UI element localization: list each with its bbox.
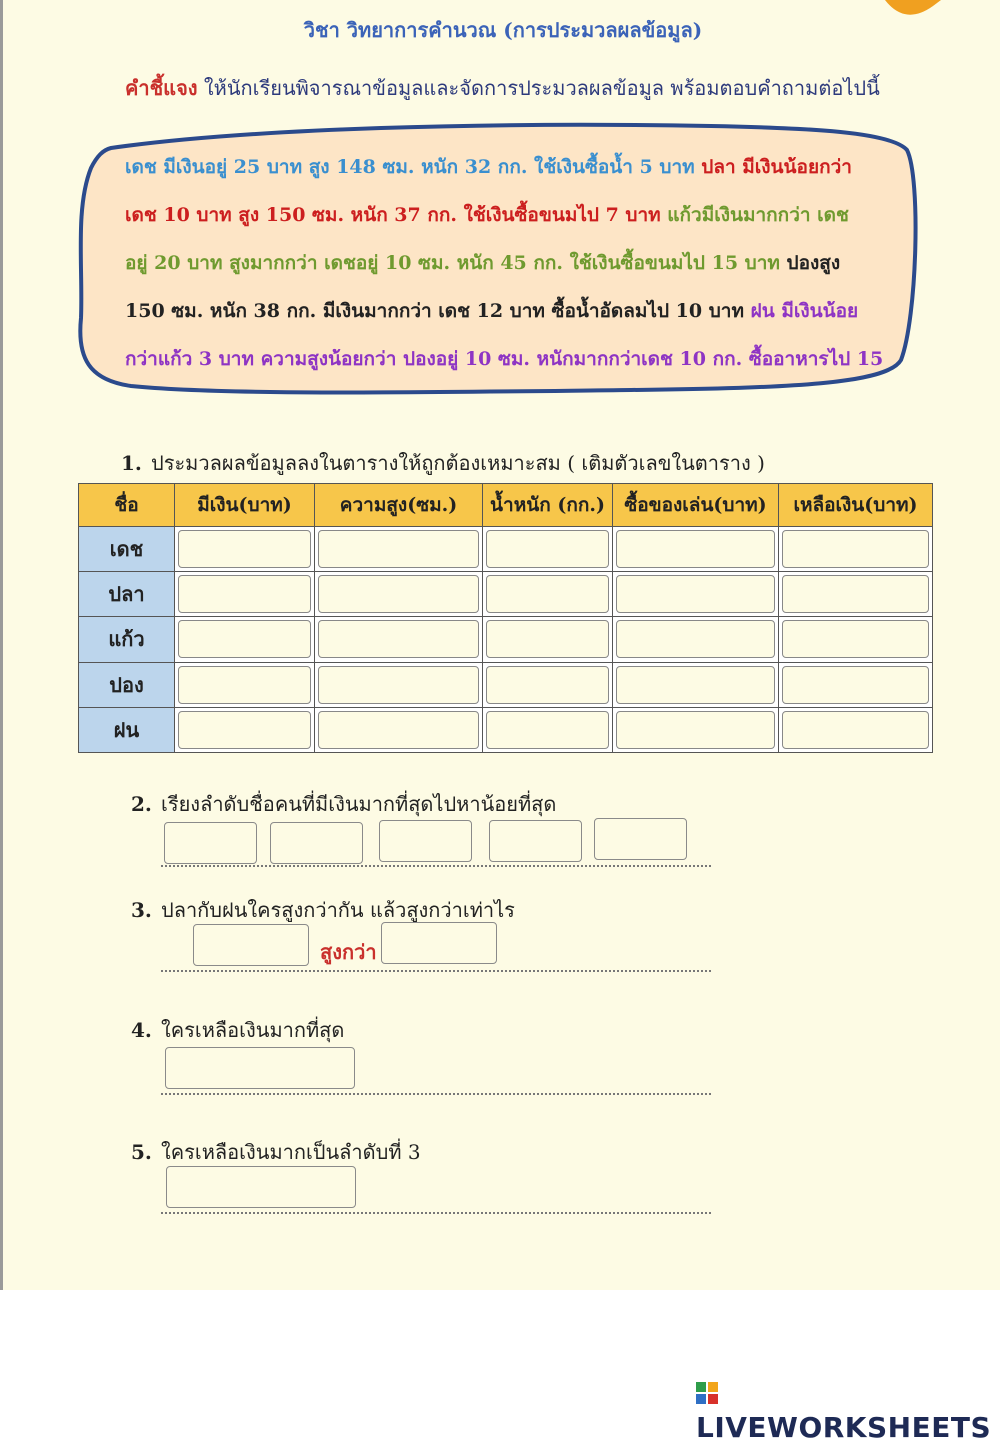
story-line-5: กว่าแก้ว 3 บาท ความสูงน้อยกว่า ปองอยู่ 10 ซม. หนักมากกว่าเดช 10 กก. ซื้ออาหารไป 15 bbox=[125, 348, 884, 370]
rank-answer-1[interactable] bbox=[164, 822, 257, 864]
most-money-answer[interactable] bbox=[165, 1047, 355, 1089]
question-4: 4. ใครเหลือเงินมากที่สุด bbox=[131, 1018, 345, 1042]
taller-label: สูงกว่า bbox=[320, 940, 377, 964]
rank-answer-2[interactable] bbox=[270, 822, 363, 864]
answer-box[interactable] bbox=[486, 530, 609, 568]
liveworksheets-logo-icon bbox=[696, 1382, 718, 1404]
rank-answer-5[interactable] bbox=[594, 818, 687, 860]
answer-box[interactable] bbox=[782, 666, 929, 704]
third-most-money-answer[interactable] bbox=[166, 1166, 356, 1208]
answer-box[interactable] bbox=[318, 575, 479, 613]
subject-title: วิชา วิทยาการคำนวณ (การประมวลผลข้อมูล) bbox=[303, 18, 703, 42]
question-3: 3. ปลากับฝนใครสูงกว่ากัน แล้วสูงกว่าเท่าไร bbox=[131, 898, 515, 922]
answer-dotted-line bbox=[161, 970, 711, 972]
answer-dotted-line bbox=[161, 865, 711, 867]
story-line-2: เดช 10 บาท สูง 150 ซม. หนัก 37 กก. ใช้เงินซื้อขนมไป 7 บาท แก้วมีเงินมากกว่า เดช bbox=[125, 204, 849, 226]
question-2: 2. เรียงลำดับชื่อคนที่มีเงินมากที่สุดไปหาน้อยที่สุด bbox=[131, 792, 557, 816]
answer-box[interactable] bbox=[318, 666, 479, 704]
answer-box[interactable] bbox=[318, 530, 479, 568]
header-weight: น้ำหนัก (กก.) bbox=[483, 484, 613, 527]
header-name: ชื่อ bbox=[79, 484, 175, 527]
table-header-row bbox=[79, 484, 933, 527]
table-row bbox=[79, 662, 933, 707]
answer-box[interactable] bbox=[782, 530, 929, 568]
answer-box[interactable] bbox=[318, 620, 479, 658]
answer-box[interactable] bbox=[178, 530, 311, 568]
instruction-label: คำชี้แจง bbox=[125, 76, 198, 100]
header-height: ความสูง(ซม.) bbox=[315, 484, 483, 527]
question-1: 1. ประมวลผลข้อมูลลงในตารางให้ถูกต้องเหมาะสม ( เติมตัวเลขในตาราง ) bbox=[121, 451, 765, 475]
instruction bbox=[125, 72, 880, 104]
table-row bbox=[79, 527, 933, 572]
question-5: 5. ใครเหลือเงินมากเป็นลำดับที่ 3 bbox=[131, 1140, 421, 1164]
answer-box[interactable] bbox=[782, 711, 929, 749]
answer-box[interactable] bbox=[486, 620, 609, 658]
answer-box[interactable] bbox=[178, 666, 311, 704]
answer-box[interactable] bbox=[178, 575, 311, 613]
header-remaining: เหลือเงิน(บาท) bbox=[779, 484, 933, 527]
story-line-1: เดช มีเงินอยู่ 25 บาท สูง 148 ซม. หนัก 32 กก. ใช้เงินซื้อน้ำ 5 บาท ปลา มีเงินน้อยกว่า bbox=[125, 156, 852, 178]
row-name: ปอง bbox=[79, 662, 175, 707]
table-row bbox=[79, 707, 933, 752]
brand-name: LIVEWORKSHEETS bbox=[696, 1411, 992, 1444]
answer-box[interactable] bbox=[616, 530, 775, 568]
liveworksheets-brand bbox=[696, 1378, 1000, 1444]
answer-box[interactable] bbox=[486, 711, 609, 749]
row-name: เดช bbox=[79, 527, 175, 572]
taller-person-answer[interactable] bbox=[193, 924, 309, 966]
rank-answer-3[interactable] bbox=[379, 820, 472, 862]
answer-box[interactable] bbox=[616, 620, 775, 658]
answer-box[interactable] bbox=[178, 711, 311, 749]
data-table bbox=[78, 483, 933, 753]
table-row bbox=[79, 617, 933, 662]
rank-answer-4[interactable] bbox=[489, 820, 582, 862]
instruction-text: ให้นักเรียนพิจารณาข้อมูลและจัดการประมวลผลข้อมูล พร้อมตอบคำถามต่อไปนี้ bbox=[197, 76, 880, 100]
answer-box[interactable] bbox=[616, 575, 775, 613]
header-money: มีเงิน(บาท) bbox=[175, 484, 315, 527]
answer-box[interactable] bbox=[782, 575, 929, 613]
answer-box[interactable] bbox=[486, 575, 609, 613]
answer-box[interactable] bbox=[318, 711, 479, 749]
answer-box[interactable] bbox=[616, 666, 775, 704]
answer-box[interactable] bbox=[178, 620, 311, 658]
story-line-4: 150 ซม. หนัก 38 กก. มีเงินมากกว่า เดช 12 บาท ซื้อน้ำอัดลมไป 10 บาท ฝน มีเงินน้อย bbox=[125, 300, 859, 322]
table-row bbox=[79, 572, 933, 617]
row-name: ปลา bbox=[79, 572, 175, 617]
answer-box[interactable] bbox=[486, 666, 609, 704]
height-difference-answer[interactable] bbox=[381, 922, 497, 964]
answer-box[interactable] bbox=[616, 711, 775, 749]
answer-box[interactable] bbox=[782, 620, 929, 658]
answer-dotted-line bbox=[161, 1093, 711, 1095]
answer-dotted-line bbox=[161, 1212, 711, 1214]
row-name: แก้ว bbox=[79, 617, 175, 662]
header-spent: ซื้อของเล่น(บาท) bbox=[613, 484, 779, 527]
row-name: ฝน bbox=[79, 707, 175, 752]
story-line-3: อยู่ 20 บาท สูงมากกว่า เดชอยู่ 10 ซม. หนัก 45 กก. ใช้เงินซื้อขนมไป 15 บาท ปองสูง bbox=[125, 252, 841, 274]
